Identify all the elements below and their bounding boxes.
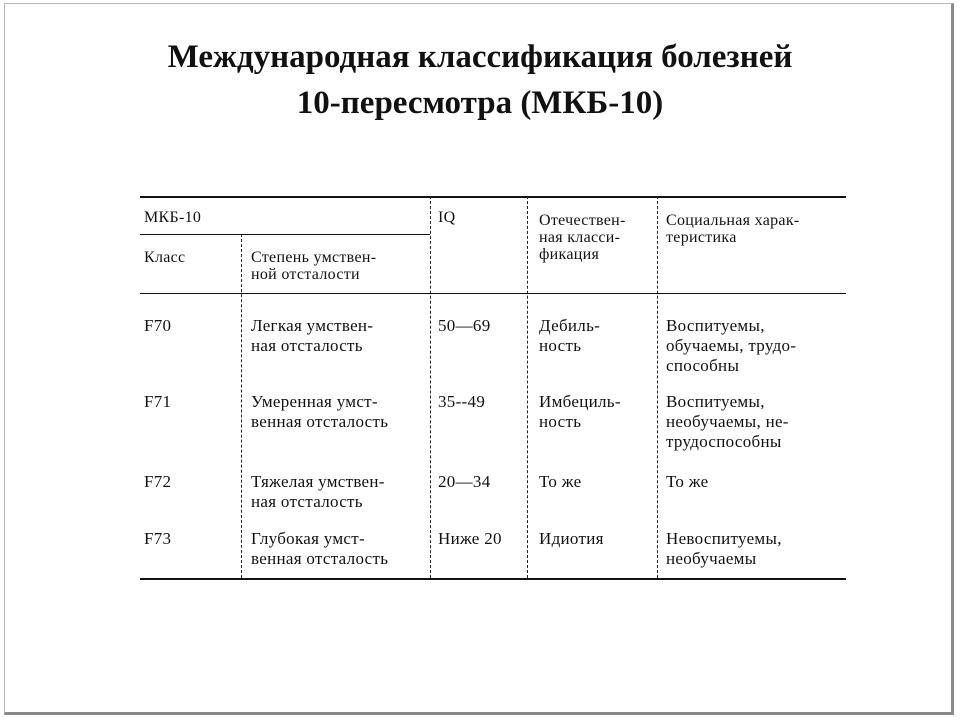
col-sep-iq (527, 196, 528, 578)
row-f72-iq: 20—34 (438, 472, 491, 491)
row-f73-stepen: Глубокая умст- венная отсталость (251, 529, 389, 568)
row-f70-klass: F70 (144, 316, 172, 335)
row-f73-otech: Идиотия (539, 529, 604, 548)
header-mkb: МКБ-10 (144, 209, 202, 226)
col-sep-stepen (430, 196, 431, 578)
row-f70-stepen: Легкая умствен- ная отсталость (251, 316, 374, 355)
table-top-rule (140, 196, 846, 198)
slide (4, 3, 954, 715)
col-sep-klass (241, 234, 242, 578)
page-title (0, 34, 960, 126)
title-line-1: Международная классификация болезней (167, 39, 793, 75)
classification-table (140, 196, 846, 581)
title-line-2: 10-пересмотра (МКБ-10) (296, 85, 664, 121)
table-bottom-rule (140, 578, 846, 580)
row-f70-iq: 50—69 (438, 316, 491, 335)
row-f72-stepen: Тяжелая умствен- ная отсталость (251, 472, 385, 511)
row-f72-social: То же (666, 472, 709, 491)
row-f71-otech: Имбециль- ность (539, 392, 621, 431)
row-f70-social: Воспитуемы, обучаемы, трудо- способны (666, 316, 797, 375)
row-f73-klass: F73 (144, 529, 172, 548)
row-f73-iq: Ниже 20 (438, 529, 502, 548)
row-f70-otech: Дебиль- ность (539, 316, 601, 355)
row-f71-social: Воспитуемы, необучаемы, не- трудоспособны (666, 392, 789, 451)
header-bottom-rule (140, 293, 846, 294)
row-f71-stepen: Умеренная умст- венная отсталость (251, 392, 389, 431)
row-f73-social: Невоспитуемы, необучаемы (666, 529, 782, 568)
row-f72-otech: То же (539, 472, 582, 491)
header-iq: IQ (438, 209, 456, 226)
row-f71-klass: F71 (144, 392, 172, 411)
header-social: Социальная харак- теристика (666, 212, 800, 246)
row-f71-iq: 35--49 (438, 392, 486, 411)
row-f72-klass: F72 (144, 472, 172, 491)
header-otech: Отечествен- ная класси- фикация (539, 212, 626, 263)
header-klass: Класс (144, 249, 186, 266)
header-stepen: Степень умствен- ной отсталости (251, 249, 377, 283)
mkb-subheader-rule (140, 234, 430, 235)
col-sep-otech (657, 196, 658, 578)
